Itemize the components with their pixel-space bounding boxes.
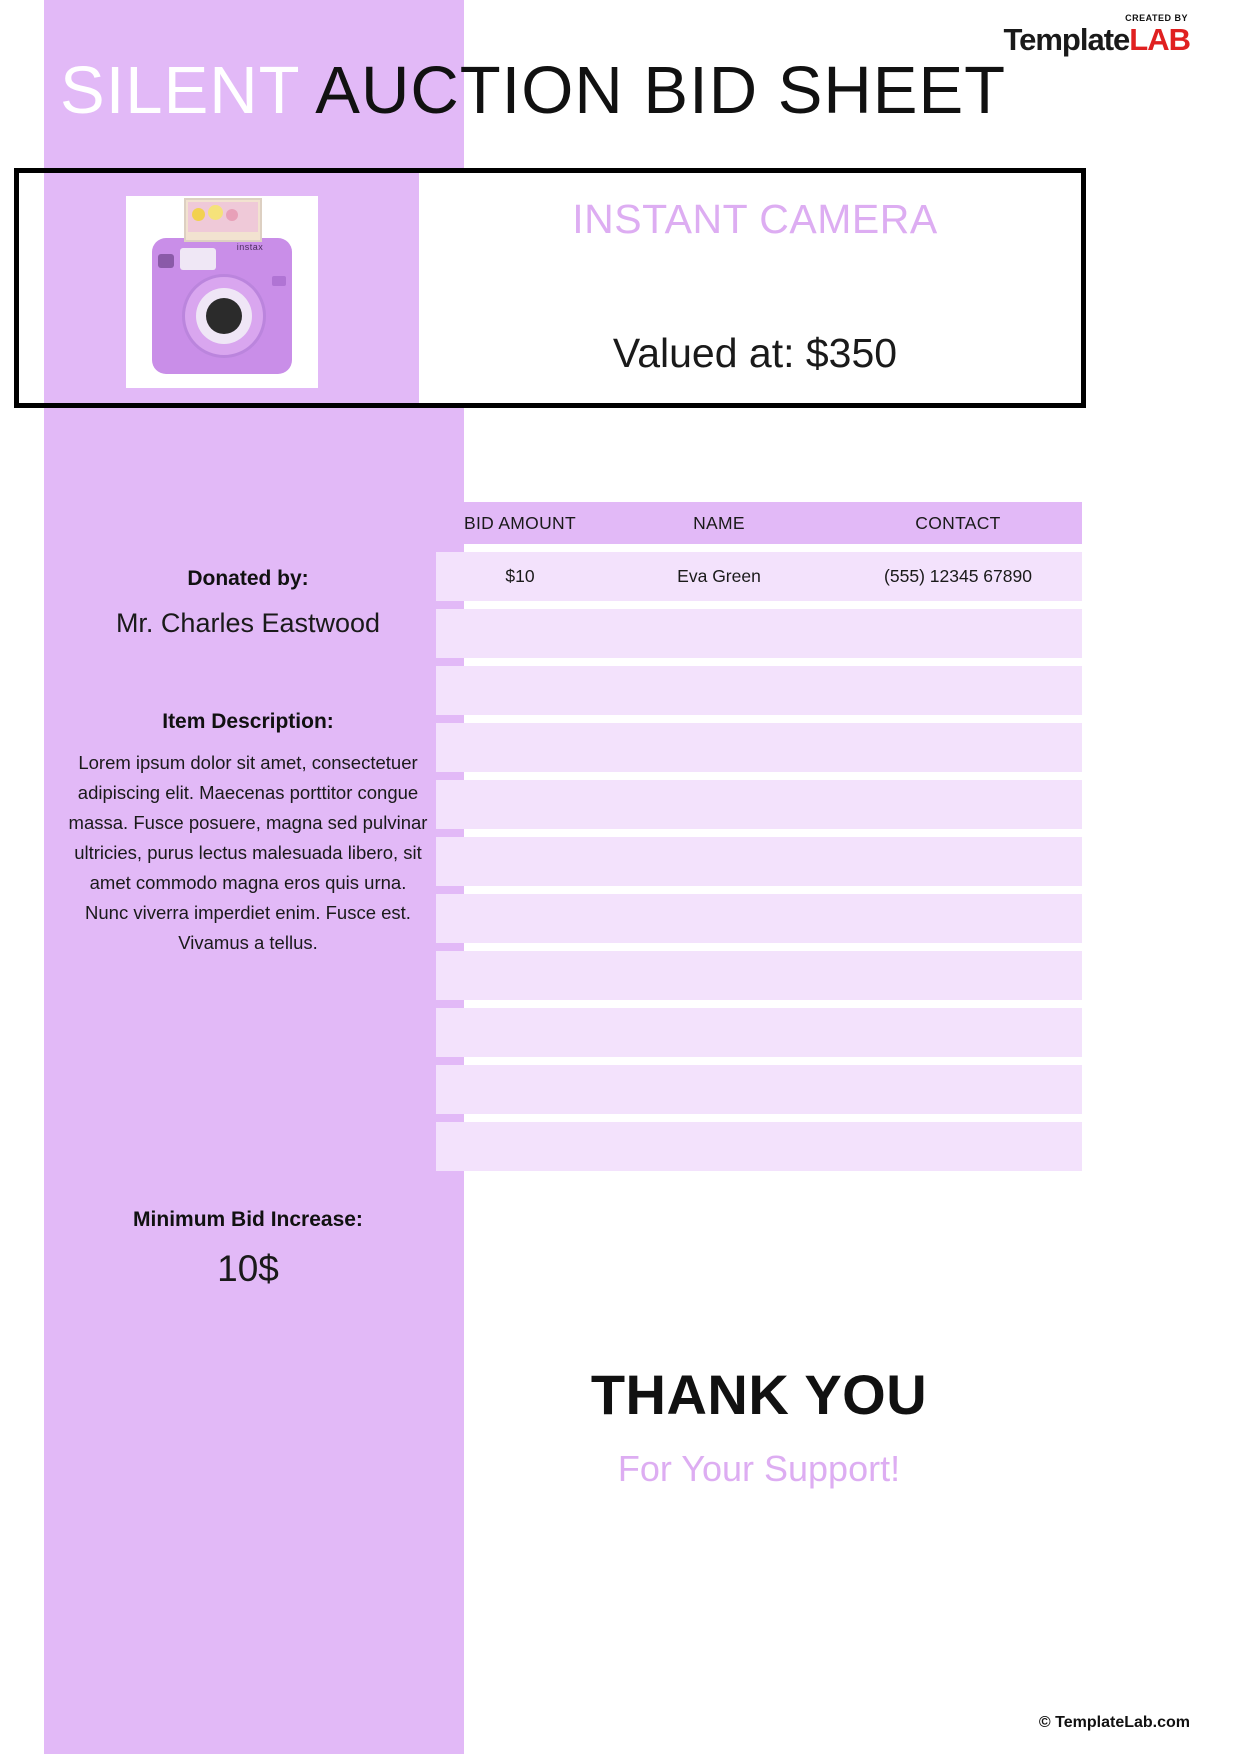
cell-contact[interactable]: (555) 12345 67890 <box>884 566 1032 586</box>
table-row[interactable] <box>436 1065 1082 1114</box>
table-row[interactable] <box>436 552 1082 601</box>
bid-table <box>436 502 1082 1171</box>
camera-shutter-button-icon <box>272 276 286 286</box>
logo-wordmark <box>1003 24 1190 55</box>
cell-bid-amount[interactable]: $10 <box>505 566 535 586</box>
cell-name[interactable]: Eva Green <box>677 566 761 586</box>
minimum-bid-value: 10$ <box>217 1248 279 1289</box>
item-value: Valued at: $350 <box>612 330 898 376</box>
table-row[interactable] <box>436 609 1082 658</box>
table-row[interactable] <box>436 1122 1082 1171</box>
header-name: NAME <box>693 512 745 533</box>
item-description-text: Lorem ipsum dolor sit amet, consectetuer adipiscing elit. Maecenas porttitor congue massa. Fusce posuere, magna sed pulvinar ultricies, purus lectus malesuada libero, sit amet commodo magna eros quis urna. Nunc viverra imperdiet enim. Fusce est. Vivamus a tellus. <box>68 752 428 953</box>
item-description-label: Item Description: <box>162 710 334 733</box>
logo-created-by-text: CREATED BY <box>1125 13 1188 23</box>
item-name: INSTANT CAMERA <box>572 196 938 242</box>
camera-brand-label: instax <box>236 242 264 252</box>
print-dot-3-icon <box>226 209 238 221</box>
page-title-rest: AUCTION BID SHEET <box>315 53 1007 128</box>
templatelab-logo <box>1003 14 1190 55</box>
table-row[interactable] <box>436 780 1082 829</box>
logo-lab-text: LAB <box>1129 22 1190 57</box>
table-row[interactable] <box>436 666 1082 715</box>
table-row[interactable] <box>436 837 1082 886</box>
table-row[interactable] <box>436 951 1082 1000</box>
support-subheading: For Your Support! <box>617 1448 901 1489</box>
header-contact: CONTACT <box>915 512 1001 533</box>
header-bid-amount: BID AMOUNT <box>464 512 576 533</box>
page-title-silent: SILENT <box>60 53 316 128</box>
thank-you-heading: THANK YOU <box>590 1363 928 1426</box>
logo-template-text: Template <box>1003 22 1130 57</box>
page-title <box>60 52 1180 129</box>
camera-viewfinder-icon <box>158 254 174 268</box>
donated-by-label: Donated by: <box>187 567 309 590</box>
minimum-bid-label: Minimum Bid Increase: <box>133 1208 363 1231</box>
table-row[interactable] <box>436 894 1082 943</box>
print-dot-1-icon <box>192 208 205 221</box>
donated-by-value: Mr. Charles Eastwood <box>115 608 381 638</box>
print-dot-2-icon <box>208 205 223 220</box>
camera-lens-inner-icon <box>206 298 242 334</box>
table-row[interactable] <box>436 723 1082 772</box>
table-row[interactable] <box>436 1008 1082 1057</box>
camera-flash-icon <box>180 248 216 270</box>
item-photo <box>126 196 318 388</box>
copyright-footer: © TemplateLab.com <box>1038 1714 1190 1731</box>
bid-table-header-row <box>436 502 1082 544</box>
